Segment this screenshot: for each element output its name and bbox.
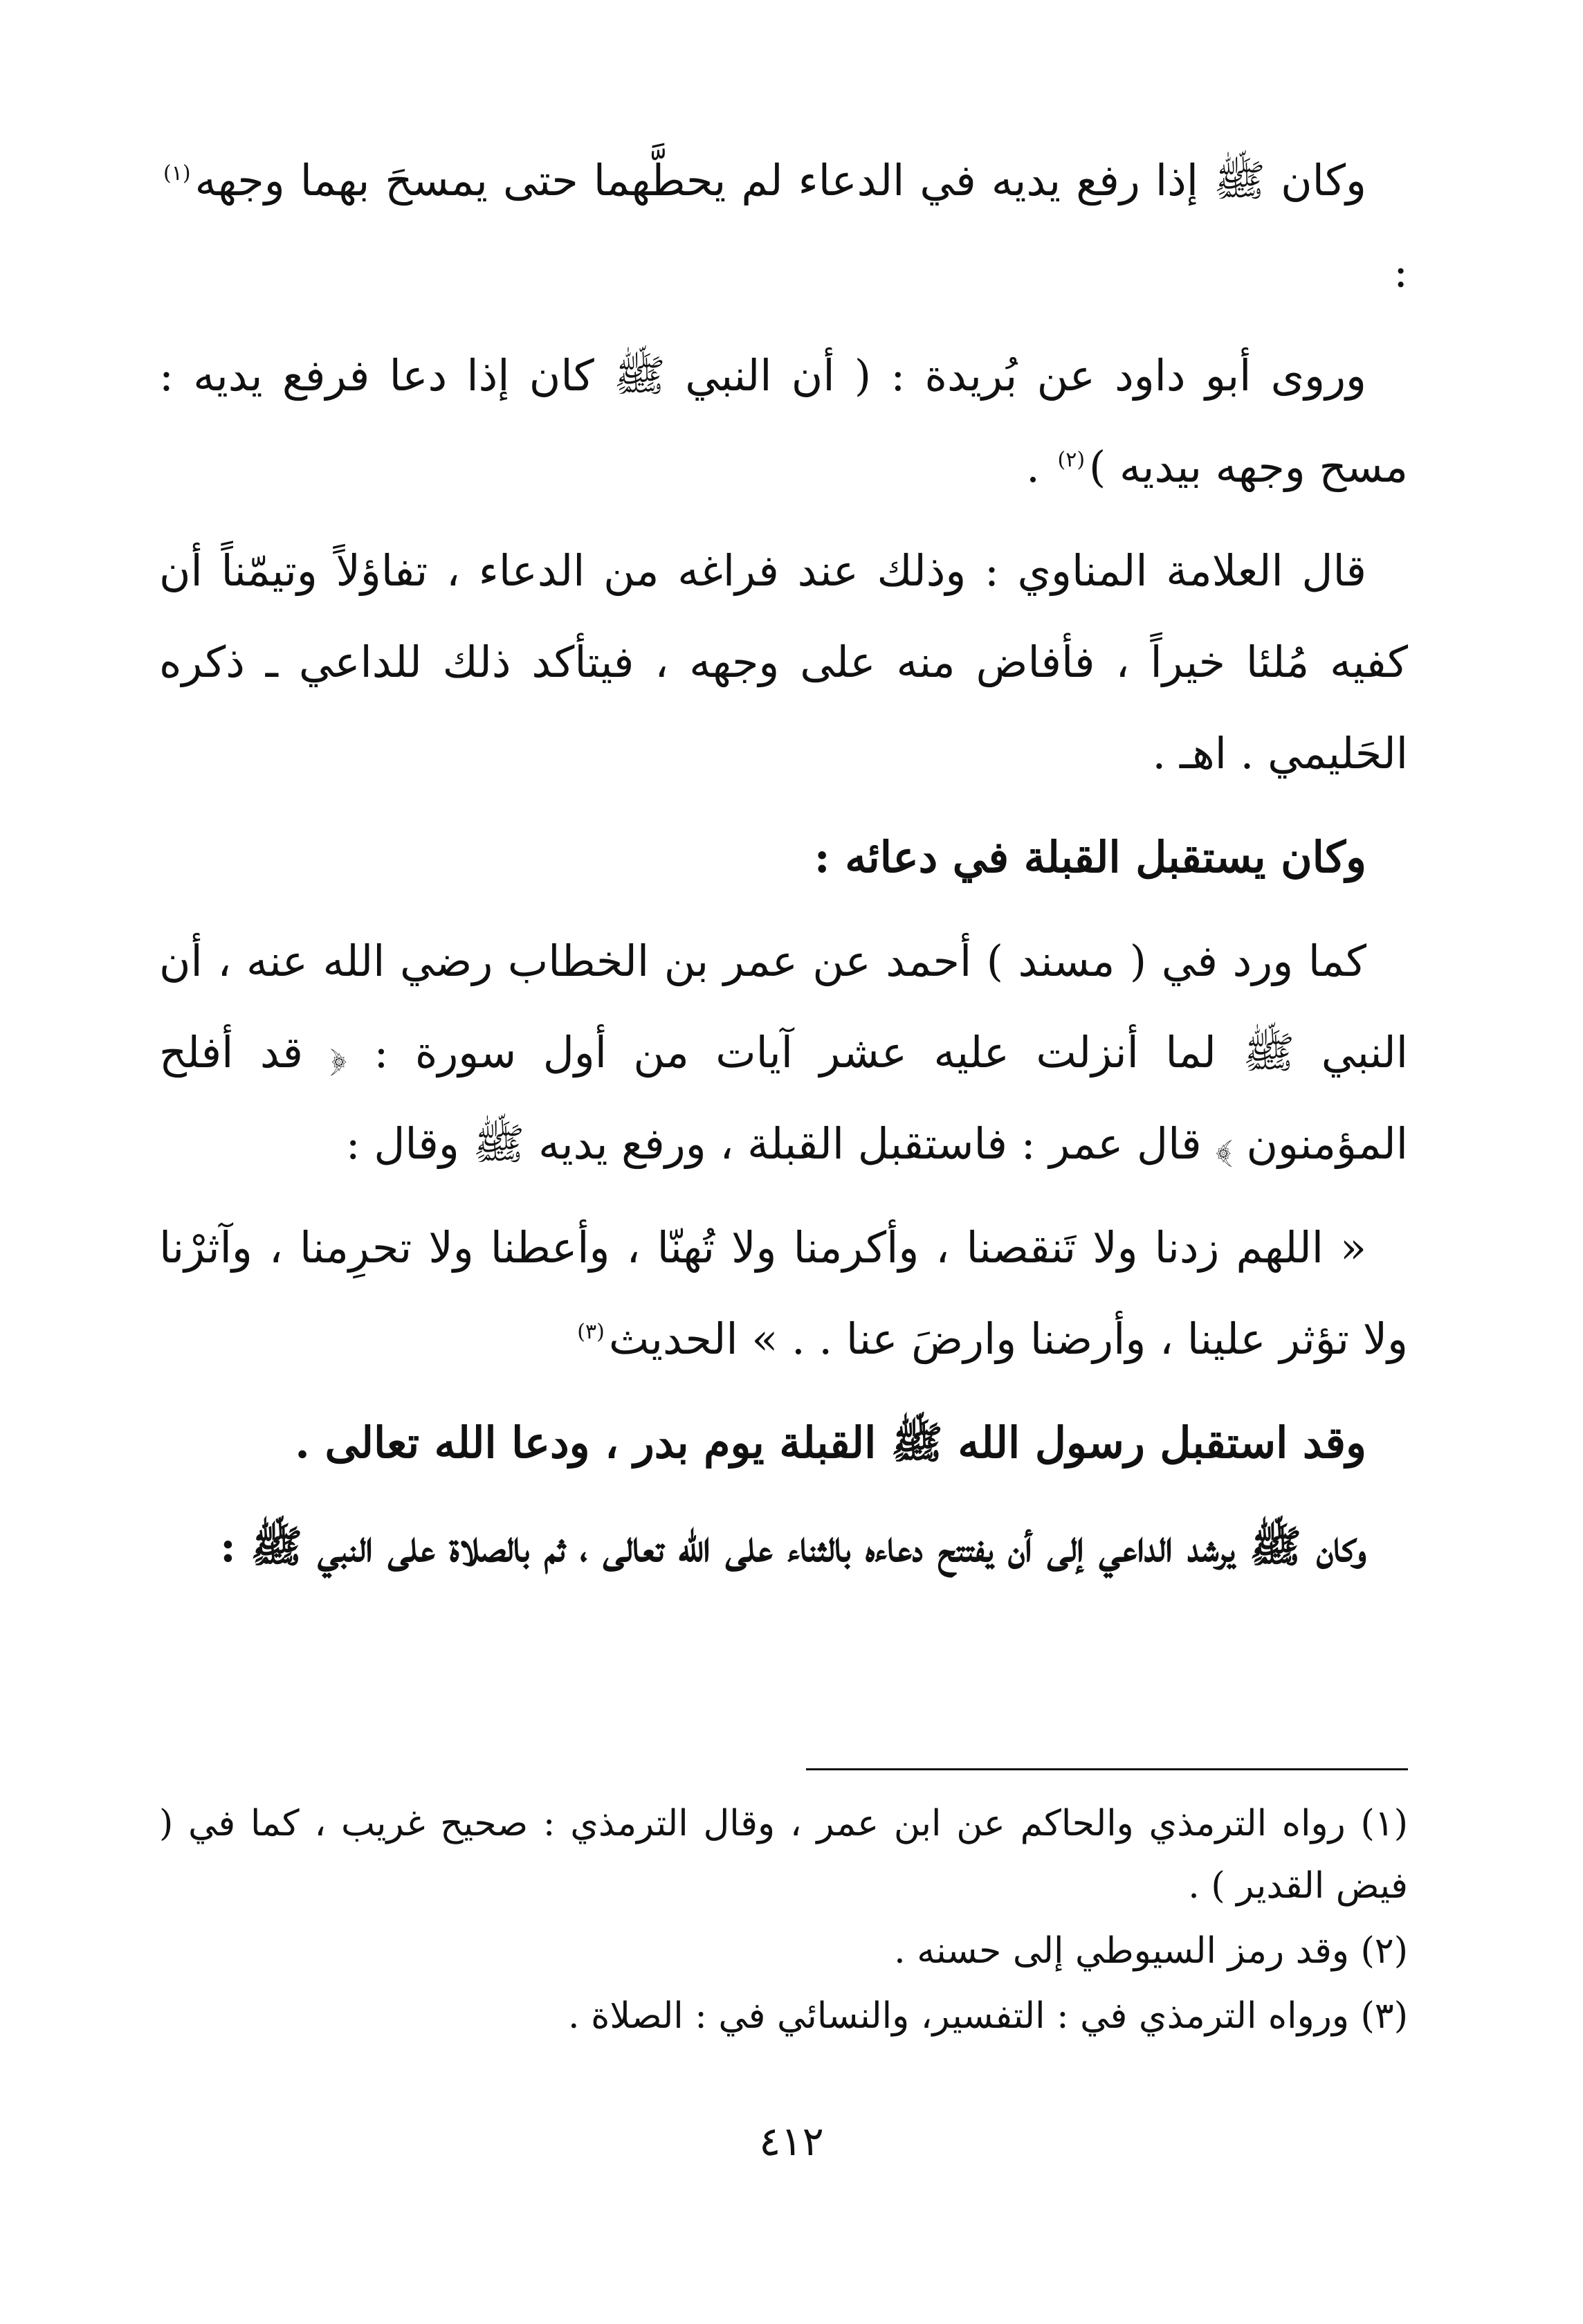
section-heading-qibla <box>159 812 1408 903</box>
paragraph-6 <box>159 1202 1408 1385</box>
paragraph-text: « اللهم زدنا ولا تَنقصنا ، وأكرمنا ولا تُهنّا ، وأعطنا ولا تحرِمنا ، وآثرْنا ولا تؤثر علينا ، وأرضنا وارضَ عنا . . » الحديث <box>159 1222 1408 1364</box>
paragraph-text: كما ورد في ( مسند ) أحمد عن عمر بن الخطاب رضي الله عنه ، أن النبي ﷺ لما أنزلت عليه عشر آيات من أول سورة : ﴿ قد أفلح المؤمنون ﴾ قال عمر : فاستقبل القبلة ، ورفع يديه ﷺ وقال : <box>159 936 1408 1169</box>
page-number: ٤١٢ <box>759 2118 824 2165</box>
paragraph-tail: . <box>1026 442 1054 492</box>
paragraph-5 <box>159 916 1408 1190</box>
footnote-marker[interactable]: (٢) <box>1057 448 1086 473</box>
paragraph-tail: : <box>1393 246 1408 297</box>
footnote-marker[interactable]: (٣) <box>577 1320 605 1345</box>
paragraph-text: وكان ﷺ يرشد الداعي إلى أن يفتتح دعاءه بالثناء على الله تعالى ، ثم بالصلاة على النبي ﷺ : <box>219 1521 1366 1572</box>
paragraph-1 <box>159 135 1408 318</box>
footnote-3: (٣) ورواه الترمذي في : التفسير، والنسائي في : الصلاة . <box>568 1995 1408 2037</box>
paragraph-text: وروى أبو داود عن بُريدة : ( أن النبي ﷺ كان إذا دعا فرفع يديه : مسح وجهه بيديه ) <box>159 350 1408 492</box>
footnote-marker[interactable]: (١) <box>163 161 191 186</box>
footnote-2: (٢) وقد رمز السيوطي إلى حسنه . <box>894 1930 1408 1972</box>
section-heading-praise <box>159 1501 1408 1592</box>
paragraph-text: وكان ﷺ إذا رفع يديه في الدعاء لم يحطَّهما حتى يمسحَ بهما وجهه <box>194 155 1366 206</box>
paragraph-text: وكان يستقبل القبلة في دعائه : <box>814 832 1366 882</box>
paragraph-3 <box>159 525 1408 799</box>
paragraph-text: وقد استقبل رسول الله ﷺ القبلة يوم بدر ، ودعا الله تعالى . <box>295 1417 1366 1468</box>
paragraph-text: قال العلامة المناوي : وذلك عند فراغه من الدعاء ، تفاؤلاً وتيمّناً أن كفيه مُلئا خيراً ، فأفاض منه على وجهه ، فيتأكد ذلك للداعي ـ ذكره الحَليمي . اهـ . <box>159 545 1408 779</box>
footnote-1: (١) رواه الترمذي والحاكم عن ابن عمر ، وقال الترمذي : صحيح غريب ، كما في ( فيض القدير ) . <box>159 1803 1408 1907</box>
footnote-separator <box>806 1768 1408 1770</box>
footnotes <box>159 1792 1408 2050</box>
paragraph-badr <box>159 1397 1408 1489</box>
paragraph-2 <box>159 330 1408 513</box>
main-text <box>159 135 1408 1605</box>
